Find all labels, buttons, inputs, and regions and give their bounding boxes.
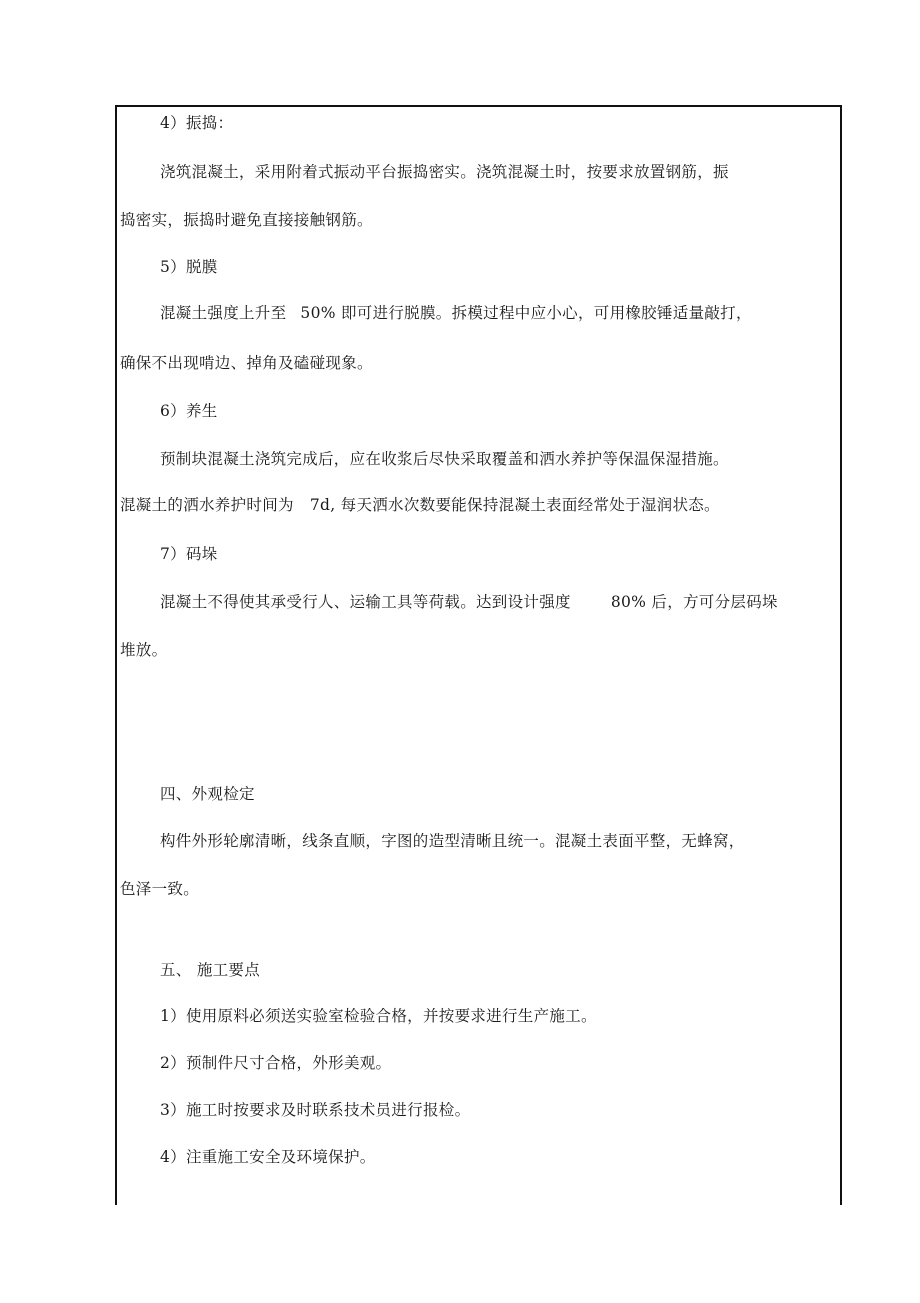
vibrate-text-line-2: 捣密实，振捣时避免直接接触钢筋。 — [120, 211, 373, 229]
cure-text-line-2-a: 混凝土的洒水养护时间为 — [120, 496, 294, 514]
demold-text-line-1-a: 混凝土强度上升至 — [160, 304, 287, 322]
cure-text-line-2 — [120, 495, 720, 515]
vibrate-text-line-1: 浇筑混凝土，采用附着式振动平台振捣密实。浇筑混凝土时，按要求放置钢筋，振 — [160, 163, 729, 181]
construction-item-2: 2）预制件尺寸合格，外形美观。 — [160, 1054, 392, 1072]
demold-heading: 5）脱膜 — [160, 258, 218, 276]
cure-text-line-2-b: 7d, 每天洒水次数要能保持混凝土表面经常处于湿润状态。 — [309, 496, 720, 514]
stack-text-line-1 — [160, 592, 778, 612]
vibrate-heading: 4）振捣： — [160, 114, 234, 132]
demold-text-line-1-b: 50% 即可进行脱膜。拆模过程中应小心，可用橡胶锤适量敲打， — [300, 304, 752, 322]
construction-item-3: 3）施工时按要求及时联系技术员进行报检。 — [160, 1101, 471, 1119]
stack-text-line-2: 堆放。 — [120, 641, 168, 659]
appearance-text-line-2: 色泽一致。 — [120, 880, 200, 898]
cure-text-line-1: 预制块混凝土浇筑完成后，应在收浆后尽快采取覆盖和洒水养护等保温保湿措施。 — [160, 450, 729, 468]
cure-heading: 6）养生 — [160, 402, 218, 420]
stack-text-line-1-a: 混凝土不得使其承受行人、运输工具等荷载。达到设计强度 — [160, 593, 571, 611]
demold-text-line-1 — [160, 303, 752, 323]
document-frame — [115, 105, 842, 1205]
appearance-text-line-1: 构件外形轮廓清晰，线条直顺，字图的造型清晰且统一。混凝土表面平整，无蜂窝， — [160, 832, 745, 850]
stack-heading: 7）码垛 — [160, 545, 218, 563]
appearance-heading: 四、外观检定 — [160, 785, 255, 803]
construction-heading: 五、 施工要点 — [160, 961, 261, 979]
stack-text-line-1-b: 80% 后，方可分层码垛 — [610, 593, 778, 611]
demold-text-line-2: 确保不出现啃边、掉角及磕碰现象。 — [120, 354, 373, 372]
construction-item-1: 1）使用原料必须送实验室检验合格，并按要求进行生产施工。 — [160, 1007, 597, 1025]
construction-item-4: 4）注重施工安全及环境保护。 — [160, 1148, 376, 1166]
